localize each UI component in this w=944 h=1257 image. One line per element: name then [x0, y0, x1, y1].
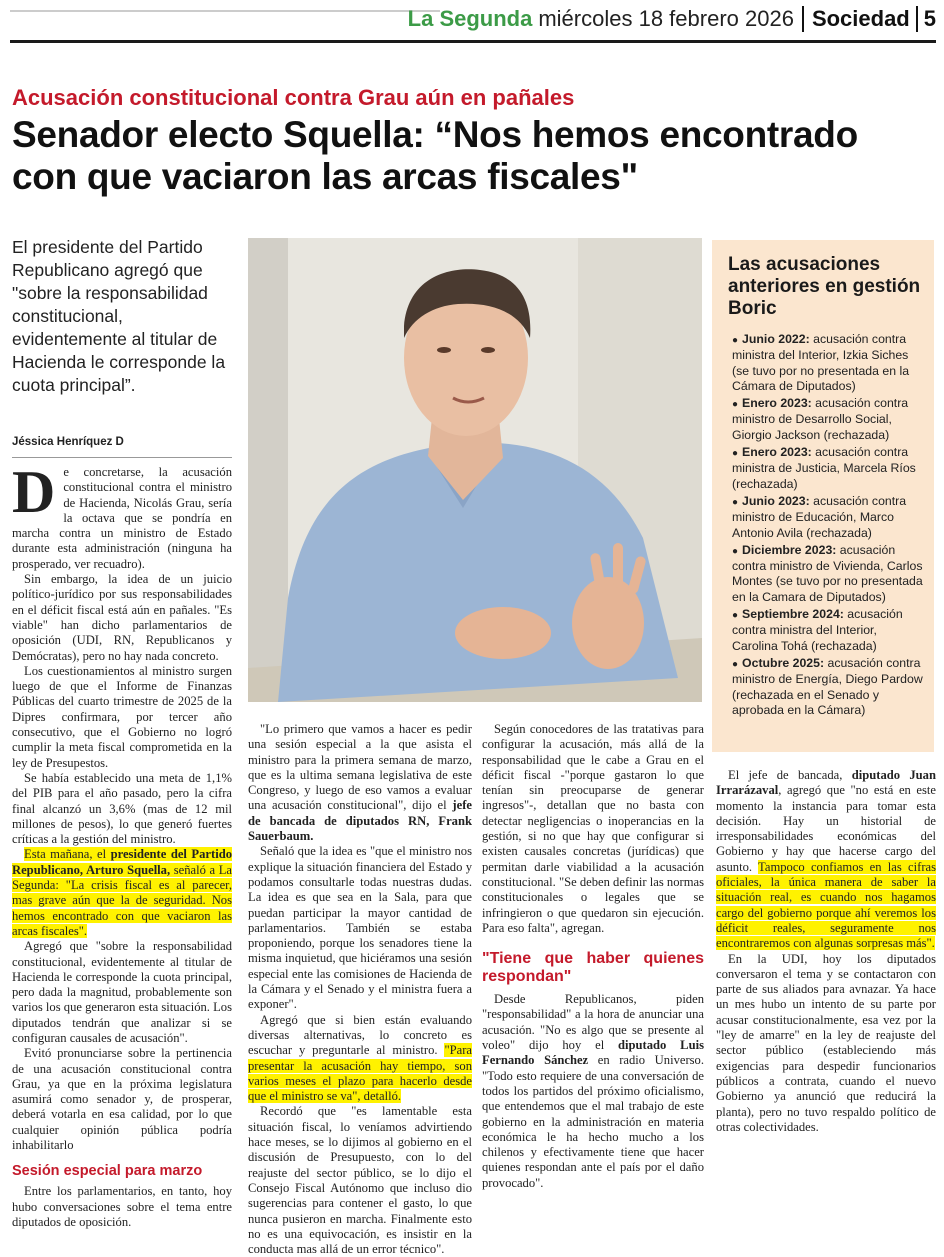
paragraph-text: El jefe de bancada, [728, 768, 852, 782]
item-date: Diciembre 2023: [742, 542, 837, 557]
body-paragraph [248, 1013, 472, 1105]
paragraph-text: Agregó que si bien están evaluando diversas alternativas, lo concreto es escuchar y preguntarle al ministro. [248, 1012, 472, 1058]
body-paragraph: Evitó pronunciarse sobre la pertinencia de una acusación constitucional contra Grau, ya que en la próxima legislatura asumirá como senador y, de prosperar, deberá votarla en esa calidad, por lo que cualquier opinión pública podría inhabilitarlo [12, 1046, 232, 1153]
article-photo [248, 238, 702, 702]
list-item [732, 396, 926, 443]
paragraph-text: en radio Universo. "Todo esto requiere de una conversación de todos los partidos del próximo oficialismo, que entendemos que el mal trabajo de este gobierno en la administración en materia económica le ha hecho mucho a los chilenos y efectivamente tiene que hacer quienes respondan ante el país por el daño provocado". [482, 1053, 704, 1190]
article-kicker: Acusación constitucional contra Grau aún en pañales [12, 85, 575, 110]
body-column-3 [482, 722, 704, 1191]
bold-text: diputado Juan Irrarázaval [716, 768, 936, 798]
item-text: acusación contra ministro de Energía, Diego Pardow (rechazada en el Senado y aprobada en la Cámara) [732, 655, 923, 717]
highlight-text: Esta mañana, el [24, 847, 111, 862]
list-item [732, 494, 926, 541]
item-date: Junio 2023: [742, 493, 810, 508]
bullet-icon: ● [732, 545, 739, 557]
body-paragraph: Sin embargo, la idea de un juicio político-jurídico por sus responsabilidades en el déficit fiscal está aún en pañales. "Es viable" han dicho parlamentarios de oposición (UDI, RN, Republicanos y Demócratas), pero no hay nada concreto. [12, 572, 232, 663]
highlight-bold-text: presidente del Partido Republicano, Arturo Squella, [12, 847, 232, 877]
bold-text: diputado Luis Fernando Sánchez [482, 1038, 704, 1068]
body-paragraph: Recordó que "es lamentable esta situación fiscal, lo veníamos advirtiendo hace meses, se lo dijimos al gobierno en el discusión de Presupuesto, con lo del reajuste del sector público, se lo dijo el Consejo Fiscal Autónomo que incluso dio sugerencias para contener el gasto, lo que nunca pusieron en marcha. Finalmente esto no es una equivocación, es insistir en la conducta mas allá de un error técnico". [248, 1104, 472, 1257]
bullet-icon: ● [732, 335, 739, 346]
body-paragraph: Se había establecido una meta de 1,1% del PIB para el año pasado, pero la cifra final alcanzó un 3,6% (mas de 12 mil millones de pesos), lo que generó fuertes críticas a la gestión del ministro. [12, 770, 232, 847]
body-paragraph: Según conocedores de las tratativas para configurar la acusación, más allá de la responsabilidad que le cabe a Grau en el déficit fiscal -"porque gastaron lo que tenían sin preocuparse de generar ingresos"-, detallan que no basta con detectar negligencias o inoperancias en la gestión, si no que hay que configurar si existen causales concretas (jurídicas) que permitan darle viabilidad a la acusación constitucional. "Se deben definir las normas constitucionales o legales que se infringieron o que quedaron sin ejecución. Para eso falta", agregan. [482, 722, 704, 935]
item-text: acusación contra ministro de Educación, Marco Antonio Avila (rechazada) [732, 493, 907, 540]
item-date: Septiembre 2024: [742, 607, 844, 622]
body-paragraph [482, 992, 704, 1191]
subheading: Sesión especial para marzo [12, 1163, 203, 1180]
body-paragraph [716, 768, 936, 952]
highlight-text: Tampoco confiamos en las cifras oficiales, la única manera de saber la situación real, es cuando nos hagamos cargo del gobierno porque ahí veremos los déficit reales, seguramente nos encontraremos con algunas sorpresas más". [716, 859, 936, 951]
highlight-text: "Para presentar la acusación hay tiempo, son varios meses el plazo para hacerlo desde que el ministro se va", detalló. [248, 1043, 472, 1104]
previous-accusations-box [712, 240, 934, 752]
item-text: acusación contra ministro de Desarrollo Social, Giorgio Jackson (rechazada) [732, 396, 909, 442]
byline-rule [12, 457, 232, 458]
bold-text: jefe de bancada de diputados RN, Frank Sauerbaum. [248, 798, 472, 844]
newspaper-brand: La Segunda [407, 6, 533, 31]
header-rule [10, 40, 936, 43]
bullet-icon: ● [732, 399, 739, 411]
drop-cap: D [12, 459, 56, 525]
box-title: Las acusaciones anteriores en gestión Boric [728, 254, 921, 319]
item-date: Junio 2022: [742, 332, 810, 346]
item-date: Enero 2023: [742, 396, 812, 411]
page-header [0, 0, 944, 44]
body-column-4 [716, 768, 936, 1135]
item-text: acusación contra ministro de Vivienda, Carlos Montes (se tuvo por no presentada en la Camara de Diputados) [732, 542, 923, 604]
bullet-icon: ● [732, 448, 739, 460]
body-paragraph: En la UDI, hoy los diputados conversaron el tema y se contactaron con parte de sus aliados para avnazar. Ya hace un mes hubo un intento de su parte por acusar constitucionalmente, esa vez por la "ley de amarre" en la ley de reajuste del sector público (estableciendo más exigencias para despedir funcionarios públicos a contrata, cuando el nuevo Gobierno ya anunció que reducirá la planta), pero no tuvo respaldo político de otras colectividades. [716, 951, 936, 1134]
body-paragraph: Agregó que "sobre la responsabilidad constitucional, evidentemente al titular de Hacienda le corresponde la cuota principal, pero dada la magnitud, probablemente son varios los que generaron esta situación. Los diputados tendrán que analizar si se configuran causales de acusación". [12, 939, 232, 1045]
paragraph-text: , agregó que "no está en este momento la instancia para tomar esta decisión. Hay un historial de irresponsabilidades económicas del Gobierno y hay que hacerse cargo del asunto. [716, 783, 936, 874]
list-item [732, 607, 926, 654]
article-headline: Senador electo Squella: “Nos hemos encontrado con que vaciaron las arcas fiscales" [12, 114, 858, 197]
person-photo-illustration [248, 238, 702, 702]
paragraph-text: Desde Republicanos, piden "responsabilidad" a la hora de anunciar una acusación. "No es algo que se presente al voleo" dijo hoy el [482, 992, 704, 1053]
list-item [732, 445, 926, 492]
body-paragraph: e concretarse, la acusación constitucional contra el ministro de Hacienda, Nicolás Grau, sería la octava que se pondría en marcha contra un ministro de Estado durante esta administración (ninguna ha prosperado, ver recuadro). [12, 465, 232, 571]
item-date: Enero 2023: [742, 445, 812, 460]
list-item [732, 656, 926, 718]
article-lead: El presidente del Partido Republicano agregó que "sobre la responsabilidad constitucional, evidentemente al titular de Hacienda le corresponde la cuota principal”. [12, 237, 226, 395]
list-item [732, 543, 926, 605]
highlight-text: señaló a La Segunda: "La crisis fiscal es al parecer, mas grave aún que la de seguridad. Nos hemos encontrado con que vaciaron las arcas fiscales". [12, 862, 232, 938]
bullet-icon: ● [732, 658, 739, 670]
article-byline: Jéssica Henríquez D [12, 436, 124, 448]
body-paragraph-highlighted [12, 847, 232, 939]
issue-date: miércoles 18 febrero 2026 [538, 6, 794, 31]
body-paragraph: Señaló que la idea es "que el ministro nos explique la situación financiera del Estado y podamos consultarle todas nuestras dudas. La idea es que sea en la Sala, para que puedan participar la mayor cantidad de parlamentarios. También se estaba proponiendo, porque los senadores tiene la misma inquietud, que hiciéramos una sesión especial ente las comisiones de Hacienda de la Cámara y el Senado y el ministra fuera a exponer". [248, 844, 472, 1012]
item-text: acusación contra ministra del Interior, Izkia Siches (se tuvo por no presentada en la Cámara de Diputados) [732, 332, 910, 393]
bullet-icon: ● [732, 610, 739, 622]
bullet-icon: ● [732, 496, 739, 508]
subheading: "Tiene que haber quienes respondan" [482, 950, 704, 986]
body-column-1 [12, 459, 232, 1230]
section-name: Sociedad [802, 6, 910, 32]
item-date: Octubre 2025: [742, 655, 825, 670]
item-text: acusación contra ministra del Interior, Carolina Tohá (rechazada) [732, 607, 903, 653]
accusations-list [732, 332, 926, 720]
body-paragraph: Los cuestionamientos al ministro surgen luego de que el Informe de Finanzas Públicas del cuarto trimestre de 2025 de la Dipres confirmara, por tercer año consecutivo, que el Gobierno no logró cumplir la meta fiscal comprometida en la ley de Presupestos. [12, 663, 232, 770]
body-paragraph [248, 722, 472, 844]
body-column-2 [248, 722, 472, 1257]
list-item [732, 332, 926, 394]
paragraph-text: "Lo primero que vamos a hacer es pedir una sesión especial a la que asista el ministro para la primera semana de marzo, que es la ultima semana legislativa de este Congreso, y luego de eso vamos a evaluar una acusación constitucional", dijo el [248, 722, 472, 813]
header-meta [408, 6, 936, 32]
page-number: 5 [916, 6, 936, 32]
header-decor-bar [10, 10, 440, 12]
body-paragraph: Entre los parlamentarios, en tanto, hoy hubo conversaciones sobre el tema entre diputados de oposición. [12, 1184, 232, 1229]
item-text: acusación contra ministra de Justicia, Marcela Ríos (rechazada) [732, 445, 916, 491]
